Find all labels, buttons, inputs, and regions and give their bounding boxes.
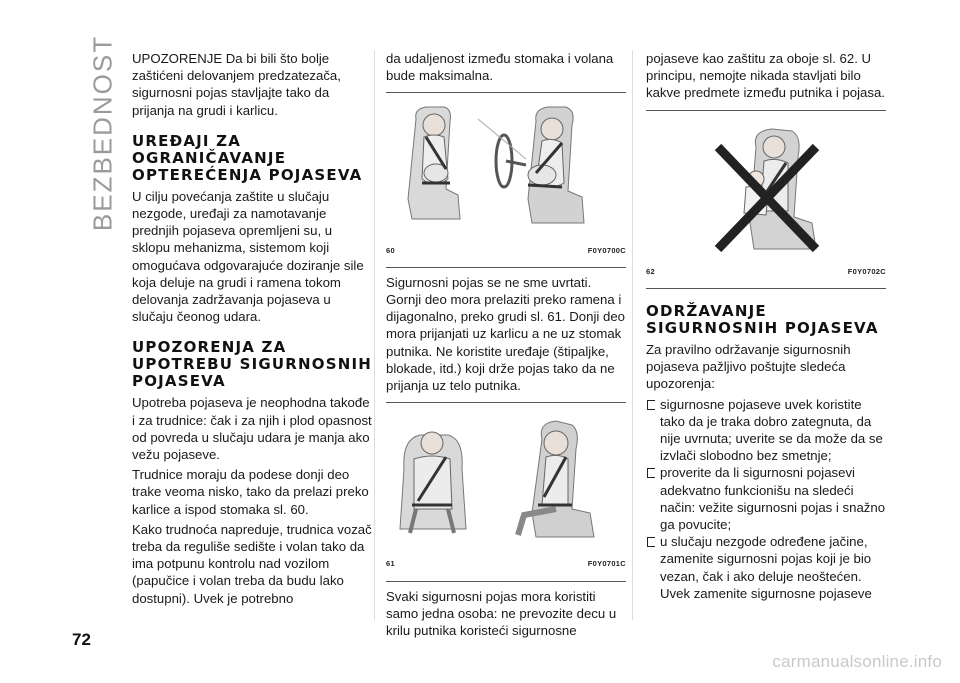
figure-62	[646, 117, 886, 280]
page-number: 72	[72, 630, 91, 649]
list-item-text: sigurnosne pojaseve uvek koristite tako da je traka dobro zategnuta, da nije uvrnuta; uverite se da može da se izvlači slobodno bez smetnje;	[660, 396, 883, 464]
paragraph: U cilju povećanja zaštite u slučaju nezgode, uređaji za namotavanje prednjih pojaseva opremljeni su, u sklopu mehanizma, sistemom koji omogućava odgovarajuće doziranje sile koja deluje na grudi i ramena tokom delovanja zadržavanja pojaseva u slučaju čeonog udara.	[132, 188, 364, 325]
column-1	[132, 50, 372, 610]
heading-maintenance: ODRŽAVANJE SIGURNOSNIH POJASEVA	[646, 302, 879, 338]
figure-61	[386, 409, 626, 572]
column-divider	[374, 50, 375, 620]
paragraph: Svaki sigurnosni pojas mora koristiti samo jedna osoba: ne prevozite decu u krilu putnika koristeći sigurnosne	[386, 588, 617, 639]
paragraph: pojaseve kao zaštitu za oboje sl. 62. U principu, nemojte nikada stavljati bilo kakve predmete između putnika i pojasa.	[646, 51, 885, 101]
bullet-marker-icon	[647, 537, 655, 547]
list-item	[646, 533, 886, 602]
paragraph: da udaljenost između stomaka i volana bude maksimalna.	[386, 51, 614, 84]
column-3	[646, 50, 886, 602]
paragraph: Trudnice moraju da podese donji deo trake veoma nisko, tako da prelazi preko karlice a ispod stomaka sl. 60.	[132, 467, 369, 517]
column-divider	[632, 50, 633, 620]
list-item-text: u slučaju nezgode određene jačine, zamenite sigurnosni pojas koji je bio vezan, čak i ako deluje neoštećen. Uvek zamenite sigurnosne pojaseve	[660, 534, 872, 601]
figure-number: 62	[646, 266, 655, 276]
figure-top-rule	[646, 110, 886, 111]
paragraph: Kako trudnoća napreduje, trudnica vozač treba da reguliše sedište i volan tako da ima potpunu kontrolu nad vozilom (papučice i volan treba da budu lako dostupni). Uvek je potrebno	[132, 521, 372, 606]
heading-load-limiters: UREĐAJI ZA OGRANIČAVANJE OPTEREĆENJA POJASEVA	[132, 131, 363, 184]
section-title-text: BEZBEDNOST	[87, 34, 118, 232]
figure-code: F0Y0702C	[847, 266, 886, 276]
paragraph: Upotreba pojaseva je neophodna takođe i za trudnice: čak i za njih i plod opasnost od povreda u slučaju udara je manja ako vežu pojaseve.	[132, 395, 372, 463]
list-item	[646, 396, 886, 465]
bullet-marker-icon	[647, 468, 655, 478]
figure-top-rule	[386, 402, 626, 403]
figure-number: 61	[386, 559, 395, 569]
heading-usage-warnings: UPOZORENJA ZA UPOTREBU SIGURNOSNIH POJASEVA	[132, 338, 373, 391]
list-item	[646, 464, 886, 533]
figure-top-rule	[386, 92, 626, 93]
figure-60	[386, 99, 626, 258]
list-item-text: proverite da li sigurnosni pojasevi adekvatno funkcionišu na sledeći način: vežite sigurnosni pojas i snažno ga povucite;	[660, 465, 886, 533]
section-side-title	[87, 34, 118, 232]
bullet-marker-icon	[647, 400, 655, 410]
figure-bottom-rule	[386, 267, 626, 268]
figure-bottom-rule	[646, 288, 886, 289]
warning-intro: UPOZORENJE Da bi bili što bolje zaštićeni delovanjem predzatezača, sigurnosni pojas stavljajte tako da prijanja na grudi i karlicu.	[132, 51, 341, 118]
prohibited-child-on-lap-illustration	[646, 117, 886, 257]
pregnant-driver-illustration	[386, 99, 626, 235]
column-2	[386, 50, 626, 642]
figure-code: F0Y0701C	[587, 559, 626, 569]
paragraph: Sigurnosni pojas se ne sme uvrtati. Gornji deo mora prelaziti preko ramena i dijagonalno, preko grudi sl. 61. Donji deo mora prijanjati uz karlicu a ne uz stomak putnika. Ne koristite uređaje (štipaljke, blokade, itd.) koji drže pojas tako da ne prijanja uz telo putnika.	[386, 274, 625, 394]
figure-code: F0Y0700C	[587, 245, 626, 255]
figure-number: 60	[386, 245, 395, 255]
figure-bottom-rule	[386, 581, 626, 582]
belted-passenger-illustration	[386, 409, 626, 549]
watermark-text: carmanualsonline.info	[772, 652, 942, 671]
paragraph: Za pravilno održavanje sigurnosnih pojaseva pažljivo poštujte sledeća upozorenja:	[646, 342, 851, 392]
